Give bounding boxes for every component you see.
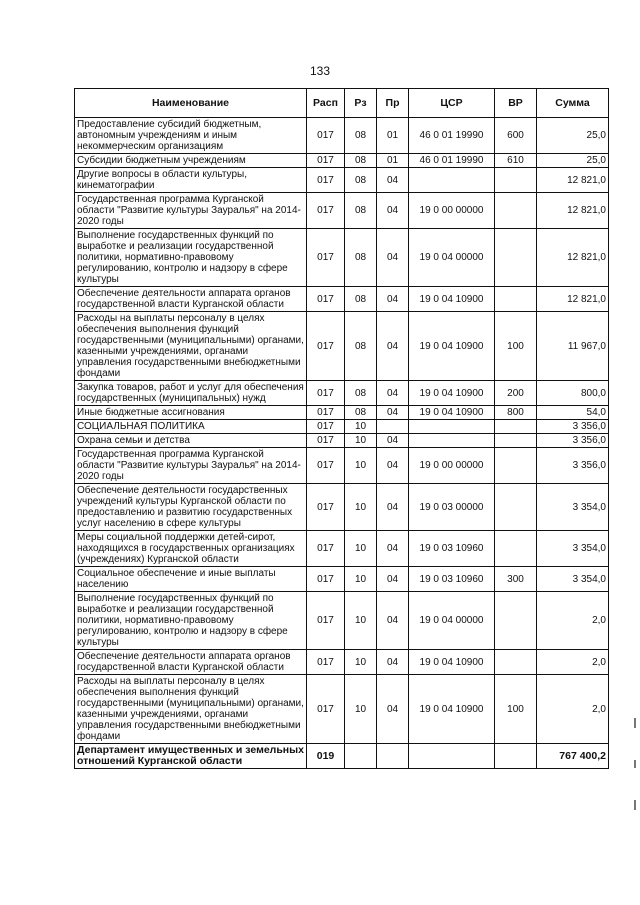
row-name: Расходы на выплаты персоналу в целях обеспечения выполнения функций государственными (муниципальными) органами, казенными учреждениями, органами управления государственными внебюджетными фондами <box>75 675 307 744</box>
table-row <box>75 448 609 484</box>
row-csr <box>409 168 495 193</box>
page-number: 133 <box>309 64 331 78</box>
row-vr: 600 <box>495 118 537 154</box>
row-vr <box>495 448 537 484</box>
row-rz: 08 <box>345 193 377 229</box>
row-pr: 04 <box>377 592 409 650</box>
column-header-csr: ЦСР <box>409 89 495 118</box>
row-sum: 3 354,0 <box>537 531 609 567</box>
row-vr: 200 <box>495 381 537 406</box>
row-vr <box>495 434 537 448</box>
row-sum: 2,0 <box>537 650 609 675</box>
row-pr: 04 <box>377 567 409 592</box>
column-header-sum: Сумма <box>537 89 609 118</box>
column-header-rz: Рз <box>345 89 377 118</box>
row-sum: 800,0 <box>537 381 609 406</box>
row-csr: 19 0 03 00000 <box>409 484 495 531</box>
row-name: Меры социальной поддержки детей-сирот, находящихся в государственных организациях (учреждениях) Курганской области <box>75 531 307 567</box>
row-rz: 08 <box>345 287 377 312</box>
row-rz: 08 <box>345 154 377 168</box>
row-pr: 04 <box>377 287 409 312</box>
row-pr: 01 <box>377 118 409 154</box>
row-sum: 767 400,2 <box>537 744 609 769</box>
row-rz: 10 <box>345 484 377 531</box>
table-row <box>75 118 609 154</box>
row-rz: 08 <box>345 312 377 381</box>
budget-table <box>74 88 609 769</box>
row-csr: 19 0 04 10900 <box>409 406 495 420</box>
row-csr: 19 0 04 10900 <box>409 675 495 744</box>
row-sum: 3 356,0 <box>537 420 609 434</box>
row-csr: 19 0 04 10900 <box>409 287 495 312</box>
row-sum: 2,0 <box>537 675 609 744</box>
row-pr <box>377 420 409 434</box>
row-rz: 10 <box>345 420 377 434</box>
row-csr: 19 0 04 00000 <box>409 592 495 650</box>
table-row <box>75 312 609 381</box>
row-csr: 19 0 04 10900 <box>409 312 495 381</box>
row-vr <box>495 650 537 675</box>
row-rasp: 017 <box>307 448 345 484</box>
row-rasp: 017 <box>307 420 345 434</box>
row-vr <box>495 229 537 287</box>
row-pr: 01 <box>377 154 409 168</box>
row-rasp: 017 <box>307 567 345 592</box>
row-csr: 19 0 03 10960 <box>409 567 495 592</box>
row-pr: 04 <box>377 448 409 484</box>
row-csr: 19 0 00 00000 <box>409 193 495 229</box>
table-row <box>75 650 609 675</box>
row-sum: 12 821,0 <box>537 168 609 193</box>
row-rasp: 017 <box>307 406 345 420</box>
row-sum: 3 356,0 <box>537 448 609 484</box>
row-vr <box>495 744 537 769</box>
row-pr: 04 <box>377 531 409 567</box>
table-row <box>75 420 609 434</box>
table-row <box>75 168 609 193</box>
row-sum: 3 354,0 <box>537 567 609 592</box>
row-sum: 11 967,0 <box>537 312 609 381</box>
table-row <box>75 287 609 312</box>
row-csr <box>409 420 495 434</box>
row-name: Государственная программа Курганской области "Развитие культуры Зауралья" на 2014-2020 годы <box>75 193 307 229</box>
row-csr <box>409 744 495 769</box>
row-rasp: 017 <box>307 287 345 312</box>
row-rasp: 017 <box>307 531 345 567</box>
scan-margin-mark <box>634 718 636 728</box>
column-header-pr: Пр <box>377 89 409 118</box>
row-csr: 46 0 01 19990 <box>409 118 495 154</box>
row-pr: 04 <box>377 168 409 193</box>
column-header-vr: ВР <box>495 89 537 118</box>
row-csr: 46 0 01 19990 <box>409 154 495 168</box>
row-pr: 04 <box>377 193 409 229</box>
table-row <box>75 434 609 448</box>
row-rasp: 017 <box>307 168 345 193</box>
row-csr: 19 0 04 00000 <box>409 229 495 287</box>
row-rz: 08 <box>345 229 377 287</box>
table-header-row <box>75 89 609 118</box>
table-row <box>75 567 609 592</box>
table-row <box>75 675 609 744</box>
table-row <box>75 531 609 567</box>
row-name: Иные бюджетные ассигнования <box>75 406 307 420</box>
row-name: Обеспечение деятельности аппарата органов государственной власти Курганской области <box>75 650 307 675</box>
scan-margin-mark <box>634 760 636 768</box>
row-csr: 19 0 03 10960 <box>409 531 495 567</box>
row-name: СОЦИАЛЬНАЯ ПОЛИТИКА <box>75 420 307 434</box>
row-rasp: 017 <box>307 381 345 406</box>
row-name: Другие вопросы в области культуры, кинематографии <box>75 168 307 193</box>
row-rz <box>345 744 377 769</box>
row-rasp: 017 <box>307 592 345 650</box>
column-header-rasp: Расп <box>307 89 345 118</box>
table-row <box>75 229 609 287</box>
table-row <box>75 381 609 406</box>
row-rz: 10 <box>345 650 377 675</box>
row-rz: 10 <box>345 675 377 744</box>
row-rasp: 017 <box>307 484 345 531</box>
row-name: Обеспечение деятельности аппарата органов государственной власти Курганской области <box>75 287 307 312</box>
row-rasp: 019 <box>307 744 345 769</box>
table-row <box>75 193 609 229</box>
row-name: Предоставление субсидий бюджетным, автономным учреждениям и иным некоммерческим организациям <box>75 118 307 154</box>
row-pr: 04 <box>377 675 409 744</box>
row-rz: 10 <box>345 434 377 448</box>
row-vr: 800 <box>495 406 537 420</box>
row-rasp: 017 <box>307 193 345 229</box>
row-rasp: 017 <box>307 312 345 381</box>
row-vr <box>495 168 537 193</box>
row-pr: 04 <box>377 650 409 675</box>
row-name: Государственная программа Курганской области "Развитие культуры Зауралья" на 2014-2020 годы <box>75 448 307 484</box>
row-name: Департамент имущественных и земельных отношений Курганской области <box>75 744 307 769</box>
row-rz: 08 <box>345 168 377 193</box>
row-csr: 19 0 04 10900 <box>409 650 495 675</box>
row-sum: 25,0 <box>537 154 609 168</box>
row-rasp: 017 <box>307 675 345 744</box>
row-pr: 04 <box>377 229 409 287</box>
row-sum: 25,0 <box>537 118 609 154</box>
row-rasp: 017 <box>307 118 345 154</box>
row-vr: 610 <box>495 154 537 168</box>
row-pr: 04 <box>377 484 409 531</box>
row-rz: 08 <box>345 381 377 406</box>
row-sum: 3 354,0 <box>537 484 609 531</box>
row-pr: 04 <box>377 381 409 406</box>
row-name: Расходы на выплаты персоналу в целях обеспечения выполнения функций государственными (муниципальными) органами, казенными учреждениями, органами управления государственными внебюджетными фондами <box>75 312 307 381</box>
row-rasp: 017 <box>307 650 345 675</box>
table-body <box>75 118 609 769</box>
row-name: Субсидии бюджетным учреждениям <box>75 154 307 168</box>
row-sum: 3 356,0 <box>537 434 609 448</box>
row-pr <box>377 744 409 769</box>
row-vr <box>495 592 537 650</box>
row-rz: 08 <box>345 118 377 154</box>
row-rz: 08 <box>345 406 377 420</box>
table-row-department <box>75 744 609 769</box>
row-vr: 100 <box>495 312 537 381</box>
row-rz: 10 <box>345 592 377 650</box>
row-vr: 300 <box>495 567 537 592</box>
row-vr <box>495 193 537 229</box>
row-name: Социальное обеспечение и иные выплаты населению <box>75 567 307 592</box>
row-sum: 2,0 <box>537 592 609 650</box>
table-row <box>75 406 609 420</box>
row-vr: 100 <box>495 675 537 744</box>
row-sum: 12 821,0 <box>537 193 609 229</box>
row-rz: 10 <box>345 531 377 567</box>
row-name: Выполнение государственных функций по выработке и реализации государственной политики, нормативно-правовому регулированию, контролю и надзору в сфере культуры <box>75 592 307 650</box>
row-name: Выполнение государственных функций по выработке и реализации государственной политики, нормативно-правовому регулированию, контролю и надзору в сфере культуры <box>75 229 307 287</box>
row-sum: 54,0 <box>537 406 609 420</box>
row-vr <box>495 531 537 567</box>
row-vr <box>495 484 537 531</box>
row-rasp: 017 <box>307 154 345 168</box>
row-pr: 04 <box>377 406 409 420</box>
row-csr: 19 0 04 10900 <box>409 381 495 406</box>
table-row <box>75 484 609 531</box>
row-rz: 10 <box>345 448 377 484</box>
row-sum: 12 821,0 <box>537 287 609 312</box>
row-rasp: 017 <box>307 434 345 448</box>
row-sum: 12 821,0 <box>537 229 609 287</box>
row-vr <box>495 287 537 312</box>
row-rasp: 017 <box>307 229 345 287</box>
row-pr: 04 <box>377 312 409 381</box>
column-header-name: Наименование <box>75 89 307 118</box>
table-row <box>75 592 609 650</box>
row-csr: 19 0 00 00000 <box>409 448 495 484</box>
row-name: Охрана семьи и детства <box>75 434 307 448</box>
row-pr: 04 <box>377 434 409 448</box>
row-name: Закупка товаров, работ и услуг для обеспечения государственных (муниципальных) нужд <box>75 381 307 406</box>
table-row <box>75 154 609 168</box>
row-rz: 10 <box>345 567 377 592</box>
scan-margin-mark <box>634 800 636 810</box>
row-vr <box>495 420 537 434</box>
row-name: Обеспечение деятельности государственных учреждений культуры Курганской области по предоставлению и развитию государственных услуг населению в сфере культуры <box>75 484 307 531</box>
row-csr <box>409 434 495 448</box>
